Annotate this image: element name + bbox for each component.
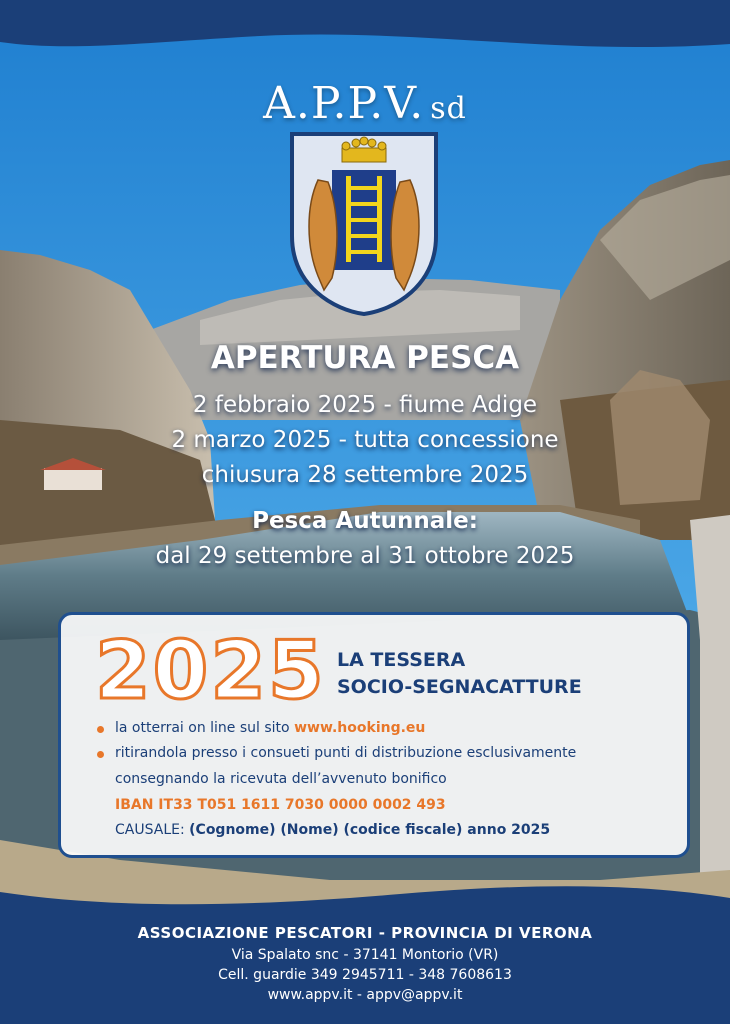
causale-value: (Cognome) (Nome) (codice fiscale) anno 2025	[189, 822, 551, 838]
hooking-link[interactable]: www.hooking.eu	[294, 720, 426, 736]
year-outline-number: 2025	[95, 624, 326, 717]
opening-title: APERTURA PESCA	[210, 340, 520, 376]
bullet-online	[115, 720, 425, 736]
organization-name: A.P.P.V.	[263, 78, 425, 129]
bullet-dot-icon	[97, 726, 104, 733]
causale-row	[115, 822, 550, 838]
closing-date: chiusura 28 settembre 2025	[201, 462, 529, 488]
autumn-fishing-dates: dal 29 settembre al 31 ottobre 2025	[155, 543, 575, 569]
opening-date-concessione: 2 marzo 2025 - tutta concessione	[171, 427, 559, 453]
association-contacts[interactable]: www.appv.it - appv@appv.it	[267, 987, 463, 1003]
opening-date-adige: 2 febbraio 2025 - fiume Adige	[192, 392, 538, 418]
bullet-pickup-line1: ritirandola presso i consueti punti di distribuzione esclusivamente	[115, 745, 577, 761]
bullet-pickup-line2: consegnando la ricevuta dell’avvenuto bonifico	[115, 771, 447, 787]
card-heading-tessera: LA TESSERA	[337, 649, 466, 671]
bullet-online-text: la otterrai on line sul sito	[115, 720, 290, 736]
header-wave	[0, 0, 730, 60]
association-name: ASSOCIAZIONE PESCATORI - PROVINCIA DI VERONA	[137, 924, 593, 942]
organization-suffix: sd	[430, 91, 467, 126]
membership-card-info	[58, 612, 690, 858]
organization-title	[0, 78, 730, 129]
causale-label: CAUSALE:	[115, 822, 185, 838]
appv-crest-icon	[284, 126, 444, 318]
autumn-fishing-title: Pesca Autunnale:	[252, 508, 478, 534]
association-address: Via Spalato snc - 37141 Montorio (VR)	[231, 947, 499, 963]
bullet-dot-icon	[97, 751, 104, 758]
association-phones: Cell. guardie 349 2945711 - 348 7608613	[218, 967, 512, 983]
iban-number: IBAN IT33 T051 1611 7030 0000 0002 493	[115, 797, 446, 813]
card-heading-segnacatture: SOCIO-SEGNACATTURE	[337, 676, 582, 698]
